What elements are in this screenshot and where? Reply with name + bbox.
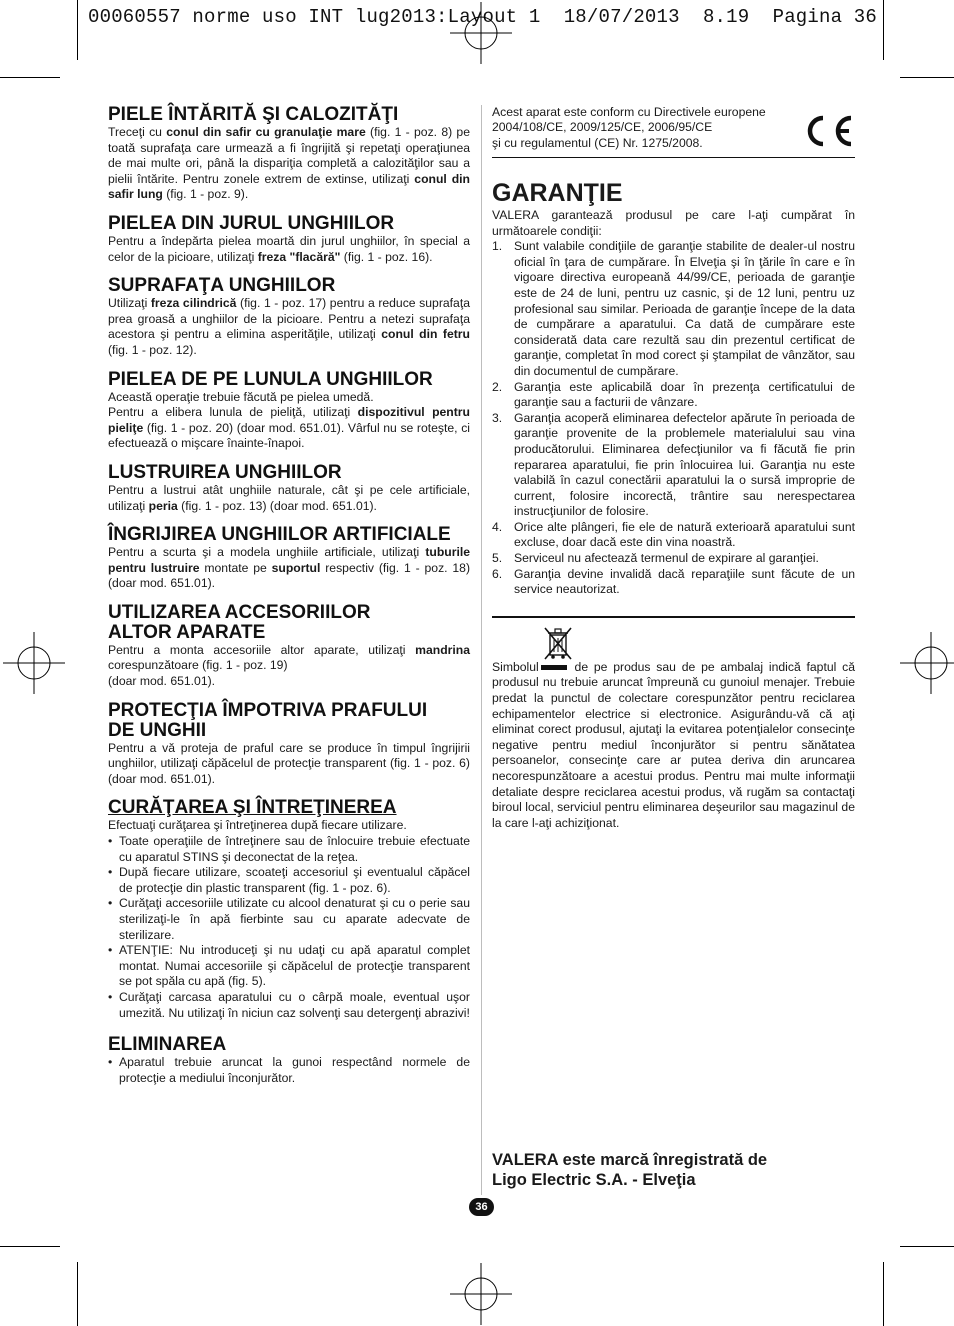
heading-lunula: PIELEA DE PE LUNULA UNGHIILOR <box>108 368 433 390</box>
para-artificiale: Pentru a scurta şi a modela unghiile artificiale, utilizaţi tuburile pentru lustruire montate pe suportul respectiv (fig. 1 - poz. 18) (doar mod. 651.01). <box>108 545 470 591</box>
list-item: 6. Garanţia devine invalidă dacă reparaţiile sunt făcute de un service neautorizat. <box>492 566 855 597</box>
list-item: • ATENŢIE: Nu introduceţi şi nu udaţi cu apă aparatul complet montat. Numai accesoriile şi căpăcelul de protecţie transparent se pot spăla cu apă (fig. 5). <box>108 943 470 990</box>
para-lunula-2: Pentru a elibera lunula de pieliţă, utilizaţi dispozitivul pentru pieliţe (fig. 1 - poz. 20) (doar mod. 651.01). Vârful nu se roteşte, ci efectuează o mişcare înainte-înapoi. <box>108 405 470 451</box>
crop-mark-br-v <box>883 1262 884 1326</box>
registration-mark-top <box>450 2 512 64</box>
crop-mark-bl-h <box>0 1246 60 1247</box>
para-curatare-intro: Efectuaţi curăţarea şi întreţinerea după fiecare utilizare. <box>108 818 407 833</box>
crop-mark-bl-v <box>77 1262 78 1326</box>
crop-mark-tr-h <box>900 77 954 78</box>
list-item: 1. Sunt valabile condiţiile de garanţie stabilite de dealer-ul nostru oficial în ţara de cumpărare. În Elveţia şi în ţările în care e în vigoare directiva europeană 44/99/CE, perioada de garanţie este de 24 de luni, pentru uz casnic, şi de 12 luni, pentru uz profesional sau similar. Perioada de garanţie începe de la data de cumpărare a aparatului. Ca dată de cumpărare este considerată data care rezultă sau din prezentul certificat de garanţie, completat în mod corect şi ştampilat de vânzător, sau din documentul de cumpărare. <box>492 239 855 378</box>
weee-block <box>492 626 855 832</box>
trademark-note: VALERA este marcă înregistrată de Ligo Electric S.A. - Elveţia <box>492 1151 768 1189</box>
section-rule <box>492 616 855 618</box>
para-garantie-intro: VALERA garantează produsul pe care l-aţi cumpărat în următoarele condiţii: <box>492 208 855 238</box>
ce-text: Acest aparat este conform cu Directivele europene 2004/108/CE, 2009/125/CE, 2006/95/CE şi cu regulamentul (CE) Nr. 1275/2008. <box>492 105 766 150</box>
column-divider <box>481 105 482 1195</box>
heading-accesorii: UTILIZAREA ACCESORIILOR ALTOR APARATE <box>108 601 371 643</box>
crop-mark-tr-v <box>883 0 884 60</box>
registration-mark-left <box>3 632 65 694</box>
list-eliminarea <box>108 1055 470 1086</box>
crop-mark-br-h <box>900 1246 954 1247</box>
weee-bar-icon <box>541 665 567 670</box>
heading-artificiale: ÎNGRIJIREA UNGHIILOR ARTIFICIALE <box>108 524 451 546</box>
list-item: • După fiecare utilizare, scoateţi accesoriul şi eventualul căpăcel de protecţie din plastic transparent (fig. 1 - poz. 6). <box>108 865 470 896</box>
list-item: • Curăţaţi accesoriile utilizate cu alcool denaturat şi cu o perie sau sterilizaţi-le în apă fierbinte sau cu aparate adecvate de sterilizare. <box>108 896 470 943</box>
list-item: • Curăţaţi carcasa aparatului cu o cârpă moale, eventual uşor umezită. Nu utilizaţi în niciun caz solvenţi sau detergenţi abrazivi! <box>108 990 470 1021</box>
heading-curatare: CURĂŢAREA ŞI ÎNTREŢINEREA <box>108 797 397 819</box>
list-garantie <box>492 239 855 598</box>
para-accesorii: Pentru a monta accesoriile altor aparate, utilizaţi mandrina corespunzătoare (fig. 1 - poz. 19) (doar mod. 651.01). <box>108 642 470 689</box>
slug-date: 18/07/2013 <box>563 6 680 28</box>
ce-conformity-block <box>492 105 855 158</box>
list-item: • Toate operaţiile de întreţinere sau de înlocuire trebuie efectuate cu aparatul STINS şi deconectat de la reţea. <box>108 834 470 865</box>
heading-pielea-jurul: PIELEA DIN JURUL UNGHIILOR <box>108 212 395 234</box>
para-praf: Pentru a vă proteja de praful care se produce în timpul îngrijirii unghiilor, utilizaţi căpăcelul de protecţie transparent (fig. 1 - poz. 6) (doar mod. 651.01). <box>108 740 470 786</box>
list-item: 4. Orice alte plângeri, fie ele de natură exterioară aparatului sunt excluse, doar dacă este din vina noastră. <box>492 519 855 550</box>
para-weee: Simbolul de pe produs sau de pe ambalaj indică faptul că produsul nu trebuie aruncat împreună cu gunoiul menajer. Trebuie predat la punctul de colectare corespunzător pentru reciclarea echipamentelor electrice si electronice. Asigurându-vă că aţi eliminat corect produsul, ajutaţi la evitarea potenţialelor consecinţe negative pentru mediul înconjurător si pentru sănătatea persoanelor, consecinţe care ar putea deriva din aruncarea necorespunzătoare a acestui produs. Pentru mai multe informaţii detaliate despre reciclarea acestui produs, vă rugăm sa contactaţi biroul local, serviciul pentru eliminarea deşeurilor sau magazinul de la care l-aţi achiziţionat. <box>492 659 855 830</box>
slug-page: Pagina 36 <box>772 6 878 28</box>
left-column <box>108 105 470 1086</box>
ce-mark-icon <box>801 113 855 149</box>
heading-garantie: GARANŢIE <box>492 179 623 207</box>
right-column <box>492 105 855 831</box>
para-pielea-jurul: Pentru a îndepărta pielea moartă din jurul unghiilor, în special a celor de la picioare, utilizaţi freza "flacără" (fig. 1 - poz. 16). <box>108 233 470 264</box>
list-curatare <box>108 834 470 1021</box>
heading-eliminarea: ELIMINAREA <box>108 1034 227 1056</box>
para-suprafata: Utilizaţi freza cilindrică (fig. 1 - poz. 17) pentru a reduce suprafaţa prea groasă a unghiilor de la picioare. Pentru a netezi suprafaţa acestora şi pentru a elimina asperităţile, utilizaţi conul din fetru (fig. 1 - poz. 12). <box>108 296 470 357</box>
heading-suprafata: SUPRAFAŢA UNGHIILOR <box>108 275 336 297</box>
page-number-badge: 36 <box>469 1198 494 1216</box>
crop-mark-tl-h <box>0 77 60 78</box>
para-lustruire: Pentru a lustrui atât unghiile naturale, cât şi pe cele artificiale, utilizaţi peria (fig. 1 - poz. 13) (doar mod. 651.01). <box>108 482 470 513</box>
registration-mark-bottom <box>450 1263 512 1325</box>
slug-time: 8.19 <box>702 6 750 28</box>
heading-calozitati: PIELE ÎNTĂRITĂ ŞI CALOZITĂŢI <box>108 104 399 125</box>
crossed-bin-icon <box>542 626 574 660</box>
para-lunula-1: Această operaţie trebuie făcută pe pielea umedă. <box>108 389 374 404</box>
list-item: 3. Garanţia acoperă eliminarea defectelor apărute în perioada de garanţie provenite de la problemele materialului sau vina producătorului. Eliminarea defecţiunilor va fi făcută fie prin repararea aparatului, fie prin înlocuirea lui. Garanţia nu este valabilă în cazul conectării aparatului la o sursă improprie de current, folosire incorectă, trântire sau nerespectarea instrucţiunilor de folosire. <box>492 410 855 519</box>
slug-file: 00060557 norme uso INT lug2013:Layout 1 <box>88 6 541 28</box>
heading-lustruire: LUSTRUIREA UNGHIILOR <box>108 461 342 483</box>
list-item: 5. Serviceul nu afectează termenul de expirare al garanţiei. <box>492 551 819 566</box>
registration-mark-right <box>900 632 954 694</box>
crop-mark-tl-v <box>77 0 78 60</box>
para-calozitati: Treceţi cu conul din safir cu granulaţie mare (fig. 1 - poz. 8) pe toată suprafaţa care urmează a fi îngrijită şi repetaţi operaţiunea de mai multe ori, până la dispariţia completă a calozităţilor sau a pielii întărite. Pentru zonele extrem de extinse, utilizaţi conul din safir lung (fig. 1 - poz. 9). <box>108 125 470 202</box>
heading-praf: PROTECŢIA ÎMPOTRIVA PRAFULUI DE UNGHII <box>108 699 428 741</box>
list-item: • Aparatul trebuie aruncat la gunoi respectând normele de protecţie a mediului înconjurător. <box>108 1055 470 1086</box>
list-item: 2. Garanţia este aplicabilă doar în prezenţa certificatului de garanţie sau a facturii de vânzare. <box>492 379 855 410</box>
